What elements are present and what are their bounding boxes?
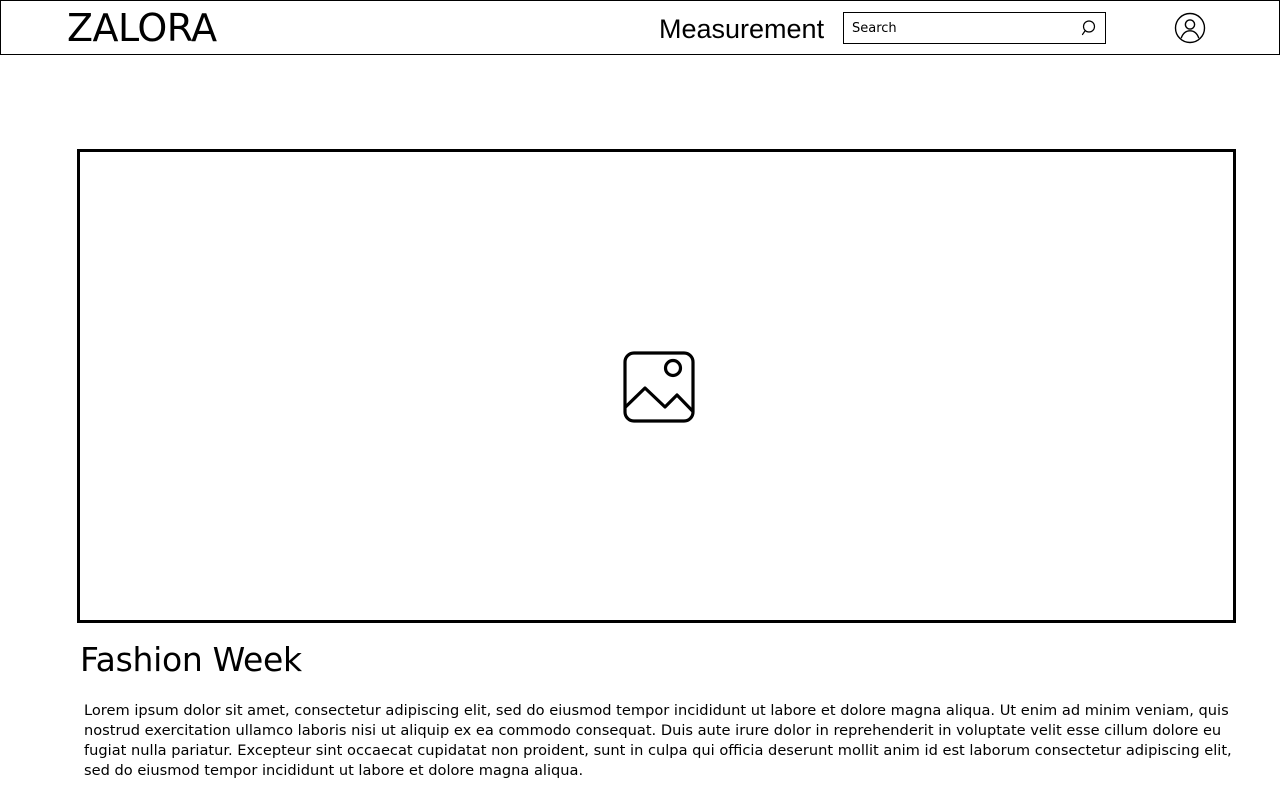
search-icon[interactable] <box>1081 19 1099 37</box>
search-box <box>843 12 1106 44</box>
account-icon[interactable] <box>1174 12 1206 44</box>
image-placeholder-icon <box>623 351 695 423</box>
article-body: Lorem ipsum dolor sit amet, consectetur adipiscing elit, sed do eiusmod tempor incididunt ut labore et dolore magna aliqua. Ut enim ad minim veniam, quis nostrud exercitation ullamco laboris nisi ut aliquip ex ea commodo consequat. Duis aute irure dolor in reprehenderit in voluptate velit esse cillum dolore eu fugiat nulla pariatur. Excepteur sint occaecat cupidatat non proident, sunt in culpa qui officia deserunt mollit anim id est laborum consectetur adipiscing elit, sed do eiusmod tempor incididunt ut labore et dolore magna aliqua. <box>84 702 1232 779</box>
article-title: Fashion Week <box>80 640 302 679</box>
zalora-logo[interactable]: ZALORA <box>67 6 217 50</box>
search-input[interactable] <box>844 13 1074 43</box>
nav-link-measurement[interactable]: Measurement <box>659 14 825 44</box>
hero-image-placeholder <box>77 149 1236 623</box>
top-header <box>0 0 1280 55</box>
